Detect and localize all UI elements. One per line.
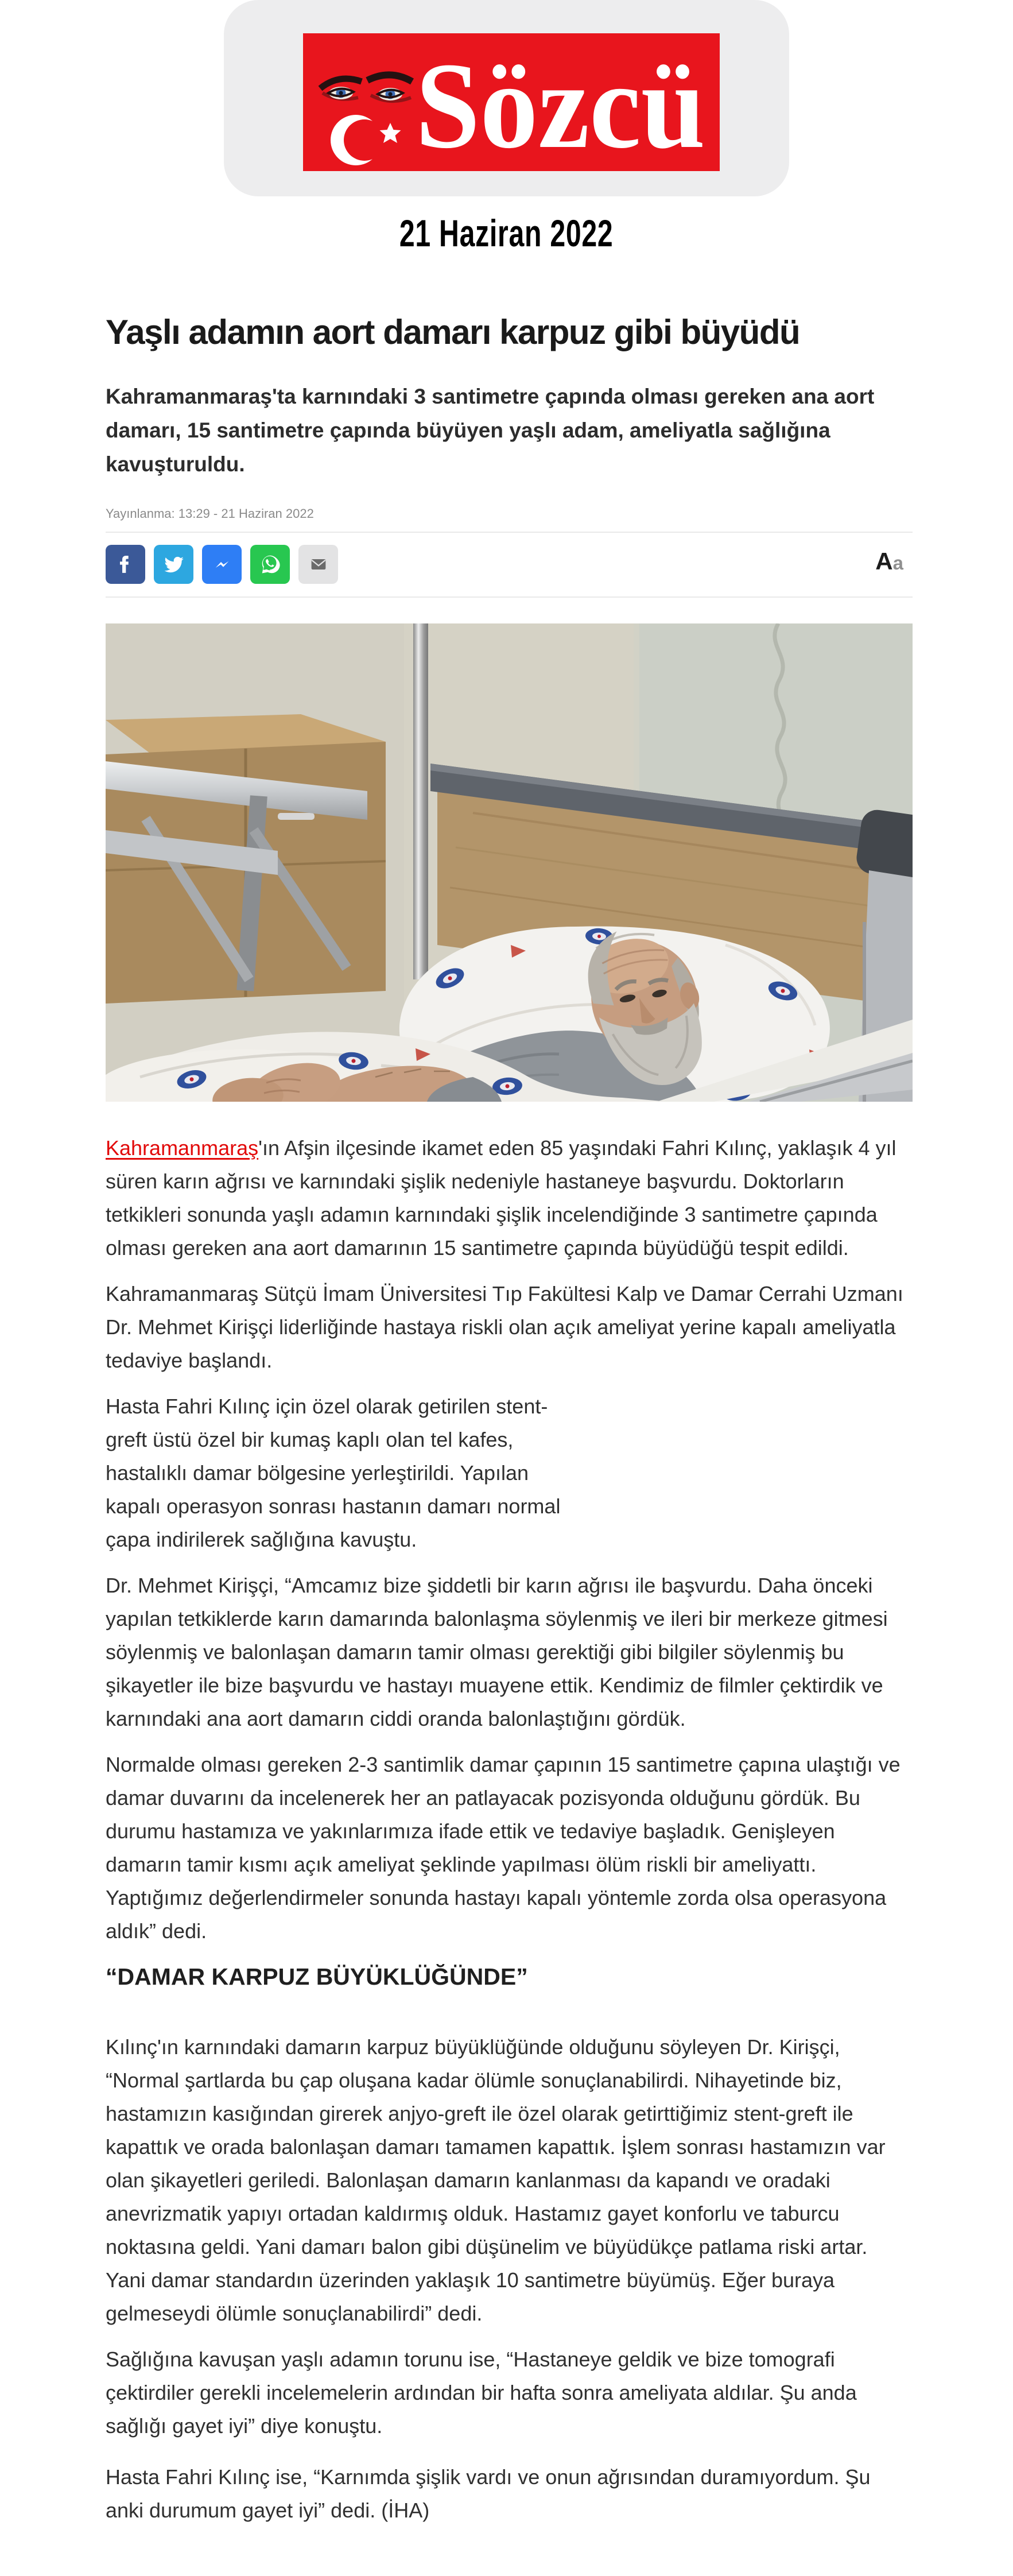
paragraph-7: Sağlığına kavuşan yaşlı adamın torunu ise, “Hastaneye geldik ve bize tomografi çektirdiler gerekli incelemelerin ardından bir hafta sonra ameliyata aldılar. Şu anda sağlığı gayet iyi” diye konuştu. [106,2348,857,2438]
logo-card [224,0,789,196]
paragraph-5: Normalde olması gereken 2-3 santimlik damar çapının 15 santimetre çapına ulaştığı ve damar duvarını da incelenerek her an patlayacak pozisyonda olduğunu gördük. Bu durumu hastamıza ve yakınlarımıza ifade ettik ve tedaviye başladık. Genişleyen damarın tamir kısmı açık ameliyat şeklinde yapılması ölüm riskli bir ameliyattı. Yaptığımız değerlendirmeler sonunda hastayı kapalı yöntemle zorda olsa operasyona aldık” dedi. [106,1753,901,1943]
article-body [106,1132,913,2527]
crescent-star-icon [331,115,401,165]
kahramanmaras-link[interactable]: Kahramanmaraş [106,1136,259,1160]
article-photo [106,623,913,1102]
twitter-icon [164,554,184,575]
paragraph-8: Hasta Fahri Kılınç ise, “Karnımda şişlik vardı ve onun ağrısından duramıyordum. Şu anki durumum gayet iyi” dedi. (İHA) [106,2465,871,2522]
messenger-icon [212,556,232,573]
ataturk-eyes-icon [320,75,412,101]
facebook-icon [116,555,135,574]
email-icon [308,554,329,575]
font-size-upper: A [875,548,893,575]
whatsapp-icon [259,553,281,575]
page-header [0,0,1013,257]
font-size-control[interactable] [875,542,903,587]
sozcu-logo[interactable] [303,33,720,171]
font-size-lower: a [892,552,903,574]
paragraph-1 [106,1132,913,1265]
subheading: “DAMAR KARPUZ BÜYÜKLÜĞÜNDE” [106,1963,528,1990]
article [106,312,913,2527]
share-buttons [106,545,338,584]
article-lede: Kahramanmaraş'ta karnındaki 3 santimetre çapında olması gereken ana aort damarı, 15 santimetre çapında büyüyen yaşlı adam, ameliyatla sağlığına kavuşturuldu. [106,385,875,476]
share-messenger-button[interactable] [202,545,242,584]
sozcu-logo-graphic [303,33,720,171]
share-facebook-button[interactable] [106,545,145,584]
share-row [106,545,913,584]
hospital-bed-photo-illustration [106,623,913,1102]
paragraph-6: Kılınç'ın karnındaki damarın karpuz büyüklüğünde olduğunu söyleyen Dr. Kirişçi, “Normal şartlarda bu çap oluşana kadar ölümle sonuçlanabilirdi. Nihayetinde biz, hastamızın kasığından girerek anjyo-greft ile özel olarak getirttiğimiz stent-greft ile kapattık ve orada balonlaşan damarı tamamen kapattık. İşlem sonrası hastamızın var olan şikayetleri geriledi. Balonlaşan damarın kanlanması da kapandı ve oradaki anevrizmatik yapıyı ortadan kaldırmış olduk. Hastamız gayet konforlu ve taburcu noktasına geldi. Yani damarı balon gibi düşünelim ve büyüdükçe patlama riski artar. Yani damar standardın üzerinden yaklaşık 10 santimetre büyümüş. Eğer buraya gelmeseydi ölümle sonuçlanabilirdi” dedi. [106,2035,886,2325]
share-whatsapp-button[interactable] [250,545,290,584]
divider-bottom [106,596,913,598]
published-timestamp: Yayınlanma: 13:29 - 21 Haziran 2022 [106,506,314,521]
paragraph-2: Kahramanmaraş Sütçü İmam Üniversitesi Tıp Fakültesi Kalp ve Damar Cerrahi Uzmanı Dr. Mehmet Kirişçi liderliğinde hastaya riskli olan açık ameliyat yerine kapalı ameliyatla tedaviye başlandı. [106,1282,903,1372]
paragraph-4: Dr. Mehmet Kirişçi, “Amcamız bize şiddetli bir karın ağrısı ile başvurdu. Daha önceki yapılan tetkiklerde karın damarında balonlaşma söylenmiş ve ileri bir merkeze gitmesi söylenmiş ve balonlaşan damarın tamir olması gerektiği gibi bilgiler söylenmiş bu şikayetler ile bize başvurdu ve hastayı muayene ettik. Kendimiz de filmler çektirdik ve karnındaki ana aort damarın ciddi oranda balonlaştığını gördük. [106,1574,888,1730]
edition-date: 21 Haziran 2022 [399,212,614,254]
share-email-button[interactable] [298,545,338,584]
article-title: Yaşlı adamın aort damarı karpuz gibi büyüdü [106,313,800,351]
paragraph-3: Hasta Fahri Kılınç için özel olarak getirilen stent-greft üstü özel bir kumaş kaplı olan tel kafes, hastalıklı damar bölgesine yerleştirildi. Yapılan kapalı operasyon sonrası hastanın damarı normal çapa indirilerek sağlığına kavuştu. [106,1394,561,1551]
share-twitter-button[interactable] [154,545,193,584]
logo-wordmark: Sözcü [416,37,705,171]
divider-top [106,532,913,533]
paragraph-1-text: 'ın Afşin ilçesinde ikamet eden 85 yaşındaki Fahri Kılınç, yaklaşık 4 yıl süren karın ağrısı ve karnındaki şişlik nedeniyle hastaneye başvurdu. Doktorların tetkikleri sonunda yaşlı adamın karnındaki şişlik incelendiğinde 3 santimetre çapında olması gereken ana aort damarının 15 santimetre çapında büyüdüğü tespit edildi. [106,1136,896,1260]
